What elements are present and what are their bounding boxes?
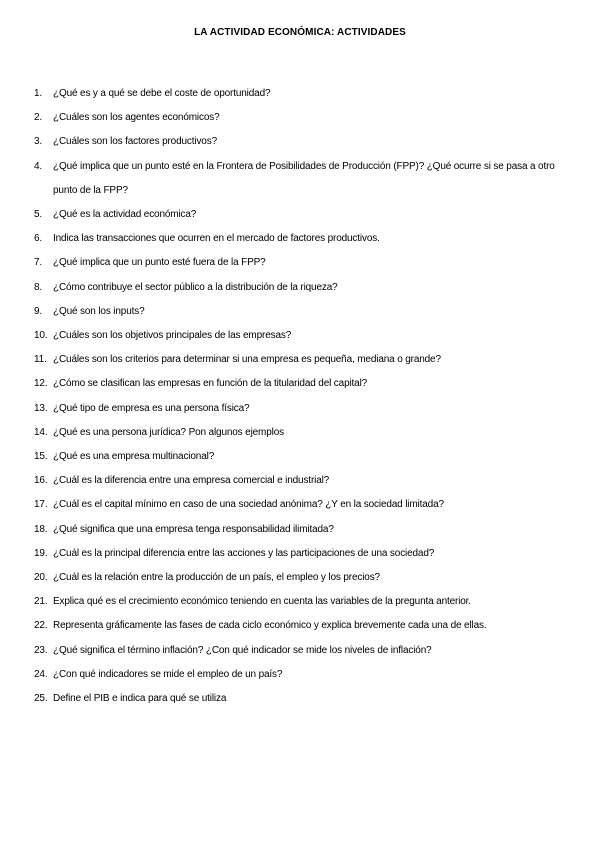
question-item [34,324,568,348]
question-number: 18. [34,523,48,535]
question-number: 8. [34,281,43,293]
question-number: 13. [34,402,48,414]
question-text: ¿Qué implica que un punto esté fuera de la FPP? [53,257,266,269]
question-text: ¿Qué es y a qué se debe el coste de oportunidad? [53,88,271,99]
question-text: ¿Cuál es la diferencia entre una empresa comercial e industrial? [53,475,330,487]
question-number: 7. [34,257,43,269]
question-text: ¿Qué significa que una empresa tenga responsabilidad ilimitada? [53,523,334,535]
question-number: 9. [34,305,43,317]
question-number: 22. [34,620,48,632]
question-item [34,397,568,421]
question-text: ¿Con qué indicadores se mide el empleo de un país? [53,668,283,680]
question-number: 20. [34,572,48,584]
question-item [34,300,568,324]
question-number: 25. [34,693,48,705]
question-text: ¿Qué es una persona jurídica? Pon algunos ejemplos [53,426,284,438]
question-item [34,687,568,711]
question-item [34,663,568,687]
question-number: 21. [34,596,48,608]
question-text: ¿Cómo contribuye el sector público a la distribución de la riqueza? [53,281,338,293]
question-number: 4. [34,160,43,172]
question-item [34,251,568,275]
question-text: ¿Cuáles son los criterios para determinar si una empresa es pequeña, mediana o grande? [53,354,441,366]
question-text: ¿Cuáles son los factores productivos? [53,136,217,148]
question-list [34,82,568,711]
question-item [34,566,568,590]
question-item [34,106,568,130]
question-item [34,227,568,251]
question-item [34,639,568,663]
question-item [34,372,568,396]
question-text: ¿Cuál es el capital mínimo en caso de una sociedad anónima? ¿Y en la sociedad limitada? [53,499,444,511]
question-text: ¿Qué son los inputs? [53,305,145,317]
question-number: 1. [34,88,43,99]
question-number: 17. [34,499,48,511]
question-text: ¿Qué significa el término inflación? ¿Con qué indicador se mide los niveles de inflación? [53,644,432,656]
question-item [34,469,568,493]
question-number: 5. [34,209,43,221]
question-text: Define el PIB e indica para qué se utiliza [53,693,227,705]
question-item [34,155,568,203]
question-number: 10. [34,330,48,342]
question-text: ¿Qué es la actividad económica? [53,209,197,221]
question-text: Explica qué es el crecimiento económico teniendo en cuenta las variables de la pregunta anterior. [53,596,471,608]
question-number: 19. [34,547,48,559]
question-number: 15. [34,451,48,463]
question-item [34,276,568,300]
question-number: 2. [34,112,43,124]
page-title: LA ACTIVIDAD ECONÓMICA: ACTIVIDADES [194,27,406,38]
question-number: 16. [34,475,48,487]
question-text: ¿Cómo se clasifican las empresas en función de la titularidad del capital? [53,378,368,390]
question-text: ¿Cuáles son los agentes económicos? [53,112,220,124]
question-item [34,518,568,542]
question-item [34,203,568,227]
question-number: 14. [34,426,48,438]
question-item [34,590,568,614]
question-text: ¿Qué implica que un punto esté en la Frontera de Posibilidades de Producción (FPP)? ¿Qué ocurre si se pasa a otro punto de la FPP? [53,160,555,196]
question-number: 3. [34,136,43,148]
question-text: ¿Qué es una empresa multinacional? [53,451,215,463]
question-number: 12. [34,378,48,390]
question-text: Representa gráficamente las fases de cada ciclo económico y explica brevemente cada una de ellas. [53,620,487,632]
question-item [34,542,568,566]
question-item [34,493,568,517]
question-text: ¿Qué tipo de empresa es una persona física? [53,402,250,414]
question-item [34,445,568,469]
question-item [34,130,568,154]
question-item [34,82,568,106]
question-number: 24. [34,668,48,680]
question-text: ¿Cuáles son los objetivos principales de las empresas? [53,330,292,342]
question-item [34,421,568,445]
question-text: Indica las transacciones que ocurren en el mercado de factores productivos. [53,233,380,245]
question-number: 11. [34,354,47,366]
question-item [34,614,568,638]
question-text: ¿Cuál es la relación entre la producción de un país, el empleo y los precios? [53,572,380,584]
question-number: 6. [34,233,43,245]
question-text: ¿Cuál es la principal diferencia entre las acciones y las participaciones de una sociedad? [53,547,435,559]
question-number: 23. [34,644,48,656]
question-item [34,348,568,372]
